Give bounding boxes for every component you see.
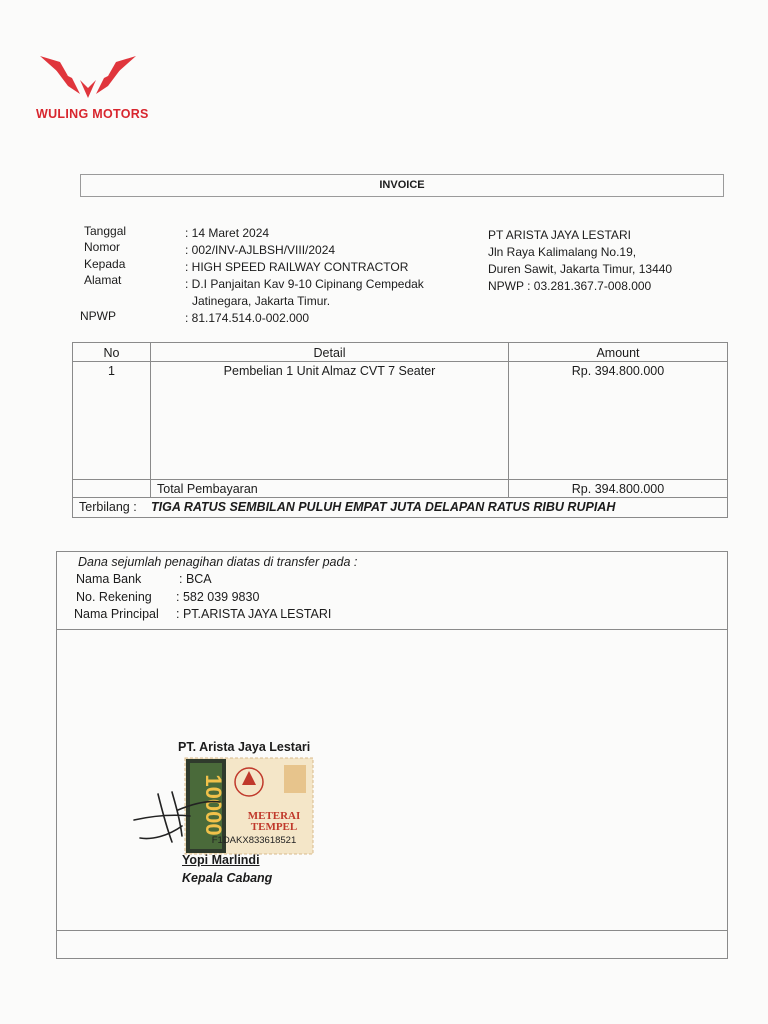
terbilang-label: Terbilang : bbox=[79, 500, 137, 514]
seller-address-1: Jln Raya Kalimalang No.19, bbox=[488, 245, 637, 259]
account-number-label: No. Rekening bbox=[76, 590, 152, 604]
stamp-label-1: METERAI bbox=[247, 810, 301, 822]
tanggal-value: : 14 Maret 2024 bbox=[185, 226, 270, 240]
row-detail: Pembelian 1 Unit Almaz CVT 7 Seater bbox=[223, 364, 436, 378]
brand-name: WULING MOTORS bbox=[36, 107, 149, 121]
npwp-value: : 81.174.514.0-002.000 bbox=[185, 311, 310, 325]
total-amount: Rp. 394.800.000 bbox=[571, 482, 665, 496]
seller-address-2: Duren Sawit, Jakarta Timur, 13440 bbox=[488, 262, 673, 276]
alamat-value: : D.I Panjaitan Kav 9-10 Cipinang Cempedak bbox=[185, 277, 424, 291]
stamp-serial: F1DAKX833618521 bbox=[211, 835, 297, 846]
bank-intro: Dana sejumlah penagihan diatas di transfer pada : bbox=[78, 555, 358, 569]
stamp-label-2: TEMPEL bbox=[250, 821, 298, 833]
seller-name: PT ARISTA JAYA LESTARI bbox=[488, 228, 631, 242]
header-detail: Detail bbox=[313, 346, 346, 360]
seller-npwp: NPWP : 03.281.367.7-008.000 bbox=[488, 279, 652, 293]
tanggal-label: Tanggal bbox=[84, 224, 127, 238]
stamp-amount: 10000 bbox=[201, 774, 226, 836]
terbilang-value: TIGA RATUS SEMBILAN PULUH EMPAT JUTA DELAPAN RATUS RIBU RUPIAH bbox=[151, 500, 616, 514]
handwritten-signature bbox=[132, 780, 242, 850]
header-amount: Amount bbox=[596, 346, 640, 360]
row-no: 1 bbox=[108, 364, 115, 378]
nomor-value: : 002/INV-AJLBSH/VIII/2024 bbox=[185, 243, 336, 257]
npwp-label: NPWP bbox=[80, 309, 116, 323]
row-amount: Rp. 394.800.000 bbox=[571, 364, 665, 378]
principal-label: Nama Principal bbox=[74, 607, 159, 621]
invoice-table bbox=[72, 342, 728, 518]
bank-name-label: Nama Bank bbox=[76, 572, 142, 586]
total-label: Total Pembayaran bbox=[157, 482, 258, 496]
signer-name: Yopi Marlindi bbox=[182, 853, 260, 867]
kepada-label: Kepada bbox=[84, 257, 126, 271]
signature-company: PT. Arista Jaya Lestari bbox=[178, 740, 311, 754]
signer-title: Kepala Cabang bbox=[182, 871, 273, 885]
account-number-value: : 582 039 9830 bbox=[176, 590, 260, 604]
alamat-value-line2: Jatinegara, Jakarta Timur. bbox=[192, 294, 331, 308]
kepada-value: : HIGH SPEED RAILWAY CONTRACTOR bbox=[185, 260, 409, 274]
nomor-label: Nomor bbox=[84, 240, 121, 254]
header-no: No bbox=[103, 346, 120, 360]
principal-value: : PT.ARISTA JAYA LESTARI bbox=[176, 607, 332, 621]
invoice-title: INVOICE bbox=[379, 179, 425, 191]
invoice-title-box bbox=[80, 174, 724, 197]
wuling-logo-icon bbox=[38, 50, 138, 100]
bank-name-value: : BCA bbox=[179, 572, 212, 586]
alamat-label: Alamat bbox=[84, 273, 122, 287]
